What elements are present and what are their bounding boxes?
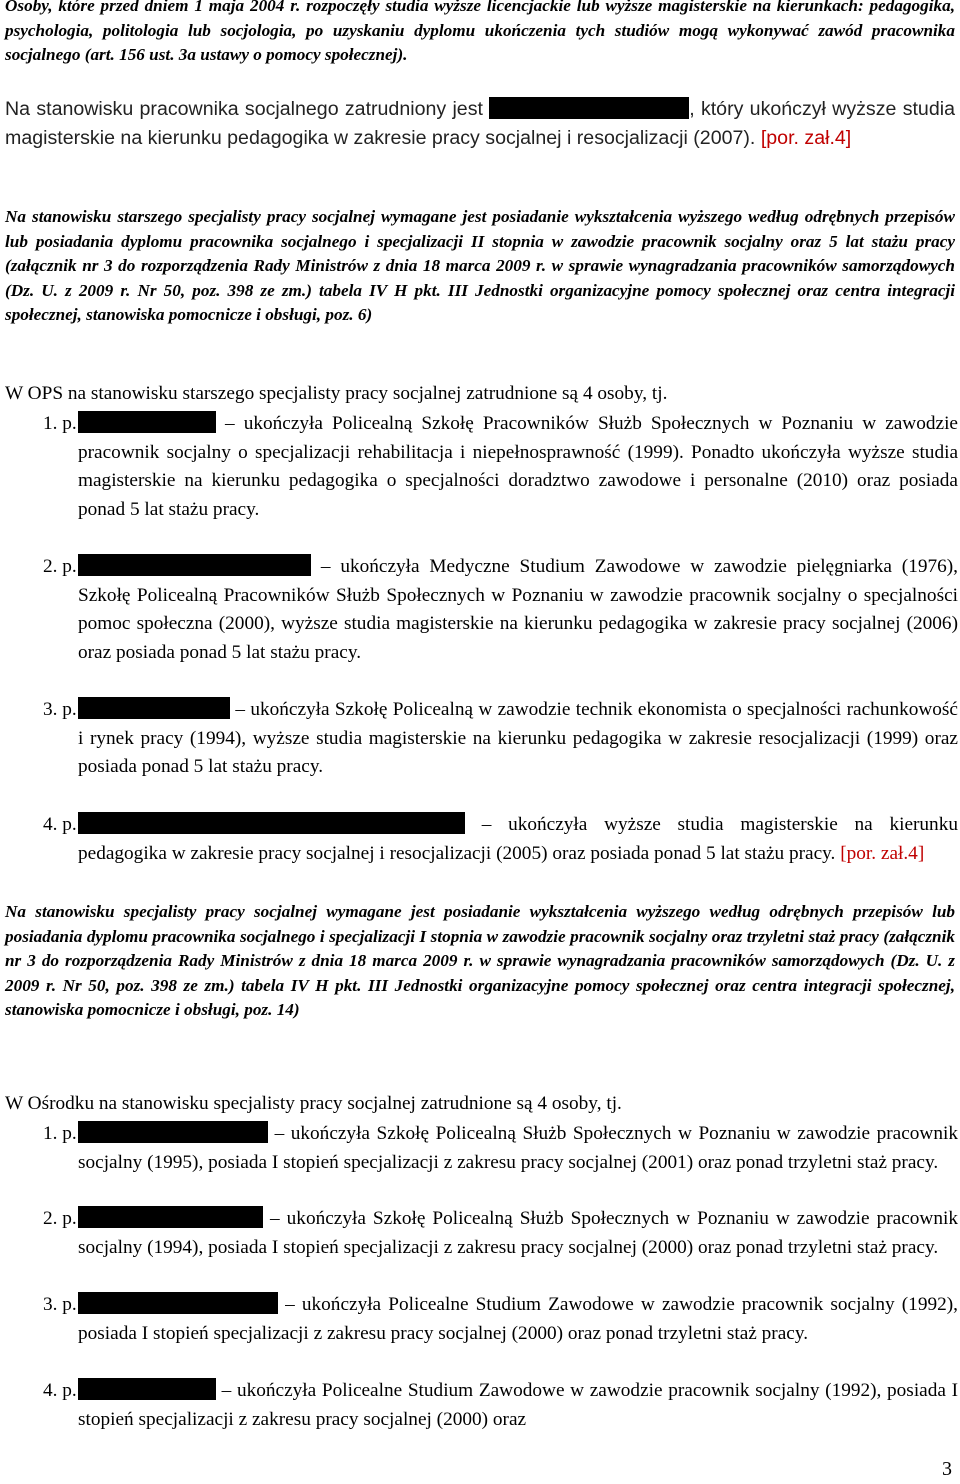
- list-item-text: – ukończyła wyższe studia magisterskie na kierunku pedagogika w zakresie pracy socjalnej i resocjalizacji (2005) oraz posiada ponad 5 lat stażu pracy.: [78, 814, 958, 864]
- redacted-name: [78, 411, 216, 433]
- list-item-text: – ukończyła Szkołę Policealną Służb Społecznych w Poznaniu w zawodzie pracownik socjalny (1995), posiada I stopień specjalizacji z zakresu pracy socjalnej (2001) oraz ponad trzyletni staż pracy.: [78, 1123, 958, 1173]
- list-item: [43, 696, 958, 782]
- redacted-name: [78, 697, 230, 719]
- intro-paragraph: Osoby, które przed dniem 1 maja 2004 r. rozpoczęły studia wyższe licencjackie lub wyższe magisterskie na kierunkach: pedagogika, psychologia, politologia lub socjologia, po uzyskaniu dyplomu ukończenia tych studiów mogą wykonywać zawód pracownika socjalnego (art. 156 ust. 3a ustawy o pomocy społecznej).: [5, 0, 955, 64]
- list-item-text: – ukończyła Medyczne Studium Zawodowe w zawodzie pielęgniarka (1976), Szkołę Policealną Pracowników Służb Społecznych w Poznaniu w zawodzie pracownik socjalny o specjalności pomoc społeczna (2000), wyższe studia magisterskie na kierunku pedagogika w zakresie pracy socjalnej (2006) oraz posiada ponad 5 lat stażu pracy.: [78, 556, 958, 664]
- list-item: [43, 1205, 958, 1262]
- list-item: [43, 1291, 958, 1348]
- list-item-text: – ukończyła Szkołę Policealną w zawodzie technik ekonomista o specjalności rachunkowość i rynek pracy (1994), wyższe studia magisterskie na kierunku pedagogika w zakresie resocjalizacji (1999) oraz posiada ponad 5 lat stażu pracy.: [78, 699, 958, 778]
- list-item-number: 4. p.: [43, 814, 77, 835]
- social-worker-text-after: , który ukończył wyższe studia magisterskie na kierunku pedagogika w zakresie pracy socjalnej i resocjalizacji (2007).: [5, 98, 955, 150]
- list-item-text: – ukończyła Szkołę Policealną Służb Społecznych w Poznaniu w zawodzie pracownik socjalny (1994), posiada I stopień specjalizacji z zakresu pracy socjalnej (2000) oraz ponad trzyletni staż pracy.: [78, 1208, 958, 1258]
- list-item-number: 3. p.: [43, 1294, 77, 1315]
- list-item-number: 4. p.: [43, 1380, 77, 1401]
- list-item: [43, 811, 958, 868]
- list-item-text: – ukończyła Policealne Studium Zawodowe w zawodzie pracownik socjalny (1992), posiada I stopień specjalizacji z zakresu pracy socjalnej (2000) oraz: [78, 1380, 959, 1430]
- list-item-text: – ukończyła Policealne Studium Zawodowe w zawodzie pracownik socjalny (1992), posiada I stopień specjalizacji z zakresu pracy socjalnej (2000) oraz ponad trzyletni staż pracy.: [78, 1294, 958, 1344]
- specialist-intro: W Ośrodku na stanowisku specjalisty pracy socjalnej zatrudnione są 4 osoby, tj.: [5, 1093, 622, 1114]
- list-item: [43, 410, 958, 525]
- redacted-name: [78, 554, 311, 576]
- senior-requirement-paragraph: Na stanowisku starszego specjalisty pracy socjalnej wymagane jest posiadanie wykształcenia wyższego według odrębnych przepisów lub posiadania dyplomu pracownika socjalnego i specjalizacji II stopnia w zawodzie pracownik socjalny oraz 5 lat stażu pracy (załącznik nr 3 do rozporządzenia Rady Ministrów z dnia 18 marca 2009 r. w sprawie wynagradzania pracowników samorządowych (Dz. U. z 2009 r. Nr 50, poz. 398 ze zm.) tabela IV H pkt. III Jednostki organizacyjne pomocy społecznej oraz centra integracji społecznej, stanowiska pomocnicze i obsługi, poz. 6): [5, 207, 955, 324]
- list-item-number: 1. p.: [43, 1123, 77, 1144]
- redacted-name: [78, 812, 465, 834]
- list-item-text: – ukończyła Policealną Szkołę Pracowników Służb Społecznych w Poznaniu w zawodzie pracownik socjalny o specjalizacji rehabilitacja i niepełnosprawność (1999). Ponadto ukończyła wyższe studia magisterskie na kierunku pedagogika o specjalności doradztwo zawodowe i personalne (2010) oraz posiada ponad 5 lat stażu pracy.: [78, 413, 958, 521]
- specialist-requirement-paragraph: Na stanowisku specjalisty pracy socjalnej wymagane jest posiadanie wykształcenia wyższego według odrębnych przepisów lub posiadania dyplomu pracownika socjalnego i specjalizacji I stopnia w zawodzie pracownik socjalny oraz trzyletni staż pracy (załącznik nr 3 do rozporządzenia Rady Ministrów z dnia 18 marca 2009 r. w sprawie wynagradzania pracowników samorządowych (Dz. U. z 2009 r. Nr 50, poz. 398 ze zm.) tabela IV H pkt. III Jednostki organizacyjne pomocy społecznej oraz centra integracji społecznej, stanowiska pomocnicze i obsługi, poz. 14): [5, 902, 955, 1019]
- social-worker-paragraph: [5, 95, 955, 153]
- list-item-number: 2. p.: [43, 1208, 77, 1229]
- redacted-name: [78, 1206, 263, 1228]
- list-item: [43, 1377, 958, 1434]
- attachment-reference: [por. zał.4]: [760, 127, 852, 150]
- senior-intro: W OPS na stanowisku starszego specjalisty pracy socjalnej zatrudnione są 4 osoby, tj.: [5, 383, 668, 404]
- page-number: 3: [942, 1458, 952, 1480]
- redacted-name: [489, 97, 689, 119]
- list-item-number: 3. p.: [43, 699, 77, 720]
- list-item: [43, 553, 958, 668]
- list-item-number: 1. p.: [43, 413, 77, 434]
- redacted-name: [78, 1378, 216, 1400]
- redacted-name: [78, 1121, 268, 1143]
- social-worker-text-before: Na stanowisku pracownika socjalnego zatrudniony jest: [5, 98, 483, 120]
- redacted-name: [78, 1292, 278, 1314]
- list-item-number: 2. p.: [43, 556, 77, 577]
- list-item: [43, 1120, 958, 1177]
- attachment-reference: [por. zał.4]: [840, 842, 925, 864]
